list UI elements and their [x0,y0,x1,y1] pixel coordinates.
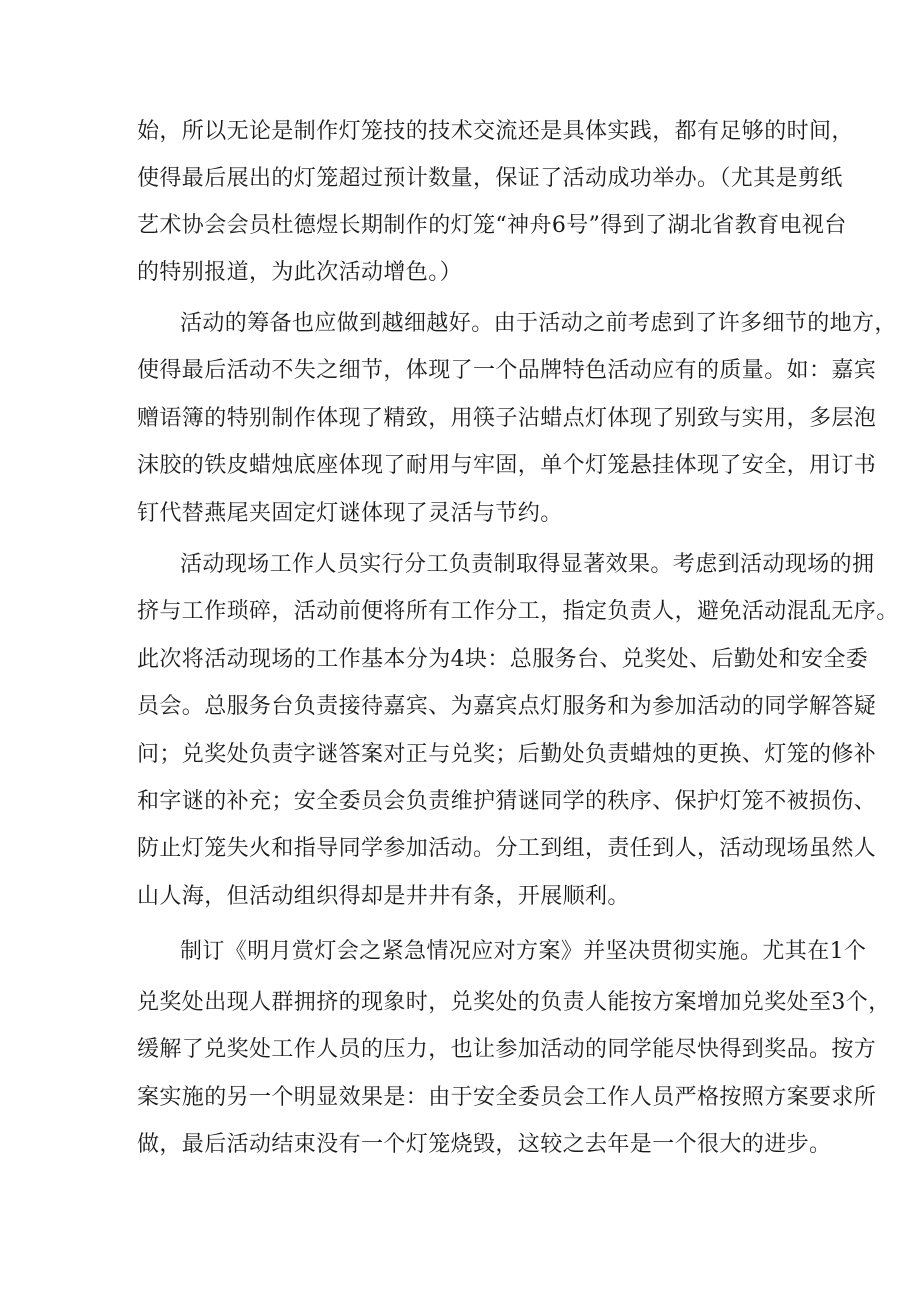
text-line: 员会。总服务台负责接待嘉宾、为嘉宾点灯服务和为参加活动的同学解答疑 [137,694,877,719]
text-line: 的特别报道，为此次活动增色。） [137,260,463,285]
paragraph-first-line: 活动的筹备也应做到越细越好。由于活动之前考虑到了许多细节的地方， [180,311,897,336]
text-line: 问；兑奖处负责字谜答案对正与兑奖；后勤处负责蜡烛的更换、灯笼的修补 [137,742,877,767]
paragraph-first-line: 制订《明月赏灯会之紧急情况应对方案》并坚决贯彻实施。尤其在1个 [180,939,867,964]
text-line: 案实施的另一个明显效果是：由于安全委员会工作人员严格按照方案要求所 [137,1085,877,1110]
text-line: 挤与工作琐碎，活动前便将所有工作分工，指定负责人，避免活动混乱无序。 [137,599,899,624]
text-line: 此次将活动现场的工作基本分为4块：总服务台、兑奖处、后勤处和安全委 [137,647,869,672]
text-line: 始，所以无论是制作灯笼技的技术交流还是具体实践，都有足够的时间， [137,119,854,144]
text-line: 缓解了兑奖处工作人员的压力，也让参加活动的同学能尽快得到奖品。按方 [137,1037,877,1062]
text-line: 和字谜的补充；安全委员会负责维护猜谜同学的秩序、保护灯笼不被损伤、 [137,789,877,814]
text-line: 使得最后活动不失之细节，体现了一个品牌特色活动应有的质量。如：嘉宾 [137,358,877,383]
text-line: 做，最后活动结束没有一个灯笼烧毁，这较之去年是一个很大的进步。 [137,1132,832,1157]
text-line: 山人海，但活动组织得却是井井有条，开展顺利。 [137,884,630,909]
text-line: 沫胶的铁皮蜡烛底座体现了耐用与牢固，单个灯笼悬挂体现了安全，用订书 [137,453,877,478]
text-line: 钉代替燕尾夹固定灯谜体现了灵活与节约。 [137,501,563,526]
text-line: 艺术协会会员杜德煜长期制作的灯笼“神舟6号”得到了湖北省教育电视台 [137,213,847,238]
paragraph-first-line: 活动现场工作人员实行分工负责制取得显著效果。考虑到活动现场的拥 [180,552,875,577]
text-line: 使得最后展出的灯笼超过预计数量，保证了活动成功举办。（尤其是剪纸 [137,166,843,191]
text-line: 赠语簿的特别制作体现了精致，用筷子沾蜡点灯体现了别致与实用，多层泡 [137,406,877,431]
text-line: 防止灯笼失火和指导同学参加活动。分工到组，责任到人，活动现场虽然人 [137,836,877,861]
text-line: 兑奖处出现人群拥挤的现象时，兑奖处的负责人能按方案增加兑奖处至3个， [137,990,891,1015]
